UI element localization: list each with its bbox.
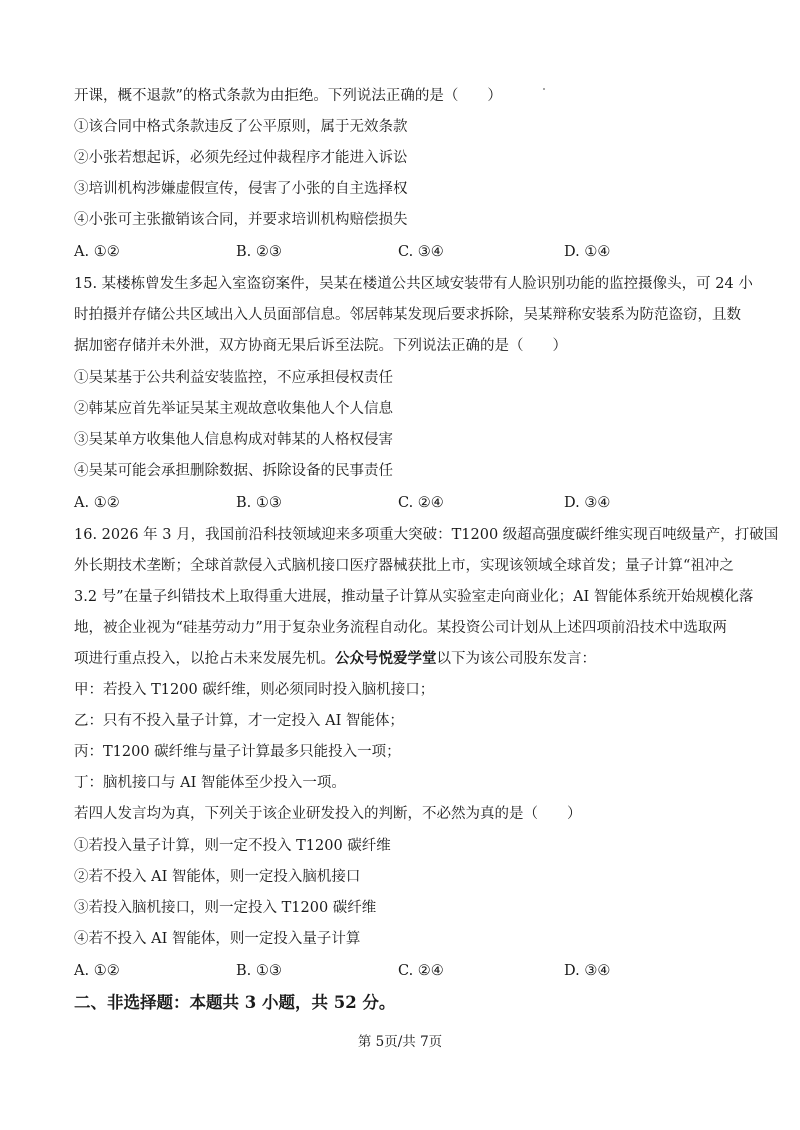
q16-option-4: ④若不投入 AI 智能体，则一定投入量子计算 xyxy=(74,931,361,947)
q16-stem-last-pre: 项进行重点投入，以抢占未来发展先机。 xyxy=(74,651,335,667)
q14-choice-d: D. ①④ xyxy=(564,244,611,260)
scan-speck xyxy=(543,88,545,90)
q15-choices xyxy=(74,493,734,513)
q15-choice-c: C. ②④ xyxy=(398,495,444,511)
q16-choice-d: D. ③④ xyxy=(564,963,611,979)
q16-stem-last-post: 以下为该公司股东发言： xyxy=(436,651,596,667)
q15-stem-line-1: 15. 某楼栋曾发生多起入室盗窃案件，吴某在楼道公共区域安装带有人脸识别功能的监控摄像头，可 24 小 xyxy=(74,276,753,292)
q15-option-2: ②韩某应首先举证吴某主观故意收集他人个人信息 xyxy=(74,401,393,417)
q15-option-4: ④吴某可能会承担删除数据、拆除设备的民事责任 xyxy=(74,463,393,479)
q16-question: 若四人发言均为真，下列关于该企业研发投入的判断，不必然为真的是（ ） xyxy=(74,806,582,822)
q16-stem-line-4: 地，被企业视为“硅基劳动力”用于复杂业务流程自动化。某投资公司计划从上述四项前沿技术中选取两 xyxy=(74,620,727,636)
q16-stem-line-5 xyxy=(74,649,596,669)
q16-option-1: ①若投入量子计算，则一定不投入 T1200 碳纤维 xyxy=(74,838,391,854)
q15-choice-a: A. ①② xyxy=(74,495,120,511)
q14-option-4: ④小张可主张撤销该合同，并要求培训机构赔偿损失 xyxy=(74,212,408,228)
q14-option-1: ①该合同中格式条款违反了公平原则，属于无效条款 xyxy=(74,119,408,135)
q16-statement-jia: 甲：若投入 T1200 碳纤维，则必须同时投入脑机接口； xyxy=(74,682,435,698)
q15-option-1: ①吴某基于公共利益安装监控，不应承担侵权责任 xyxy=(74,370,393,386)
section-title: 二、非选择题：本题共 3 小题，共 52 分。 xyxy=(74,993,396,1012)
q16-choice-c: C. ②④ xyxy=(398,963,444,979)
q14-choice-a: A. ①② xyxy=(74,244,120,260)
q14-stem-end: 开课，概不退款”的格式条款为由拒绝。下列说法正确的是（ ） xyxy=(74,88,502,104)
q16-statement-ding: 丁：脑机接口与 AI 智能体至少投入一项。 xyxy=(74,775,346,791)
q14-option-2: ②小张若想起诉，必须先经过仲裁程序才能进入诉讼 xyxy=(74,150,408,166)
q16-choice-b: B. ①③ xyxy=(236,963,282,979)
q15-option-3: ③吴某单方收集他人信息构成对韩某的人格权侵害 xyxy=(74,432,393,448)
q16-option-2: ②若不投入 AI 智能体，则一定投入脑机接口 xyxy=(74,869,361,885)
q16-choices xyxy=(74,961,734,981)
q16-stem-line-1: 16. 2026 年 3 月，我国前沿科技领域迎来多项重大突破：T1200 级超高强度碳纤维实现百吨级量产，打破国 xyxy=(74,527,779,543)
q16-stem-line-3: 3.2 号”在量子纠错技术上取得重大进展，推动量子计算从实验室走向商业化；AI 智能体系统开始规模化落 xyxy=(74,589,754,605)
q14-choice-b: B. ②③ xyxy=(236,244,282,260)
watermark-text: 公众号悦爱学堂 xyxy=(335,650,437,667)
q16-choice-a: A. ①② xyxy=(74,963,120,979)
q14-choice-c: C. ③④ xyxy=(398,244,444,260)
q14-choices xyxy=(74,242,734,262)
q15-stem-line-3: 据加密存储并未外泄，双方协商无果后诉至法院。下列说法正确的是（ ） xyxy=(74,338,567,354)
q16-statement-yi: 乙：只有不投入量子计算，才一定投入 AI 智能体； xyxy=(74,713,404,729)
q16-stem-line-2: 外长期技术垄断；全球首款侵入式脑机接口医疗器械获批上市，实现该领域全球首发；量子计算“祖冲之 xyxy=(74,558,734,574)
q16-statement-bing: 丙：T1200 碳纤维与量子计算最多只能投入一项； xyxy=(74,744,401,760)
q15-choice-b: B. ①③ xyxy=(236,495,282,511)
q15-stem-line-2: 时拍摄并存储公共区域出入人员面部信息。邻居韩某发现后要求拆除，吴某辩称安装系为防范盗窃，且数 xyxy=(74,307,741,323)
q14-option-3: ③培训机构涉嫌虚假宣传，侵害了小张的自主选择权 xyxy=(74,181,408,197)
q16-option-3: ③若投入脑机接口，则一定投入 T1200 碳纤维 xyxy=(74,900,377,916)
q15-choice-d: D. ③④ xyxy=(564,495,611,511)
page-number: 第 5页/共 7页 xyxy=(357,1034,443,1050)
